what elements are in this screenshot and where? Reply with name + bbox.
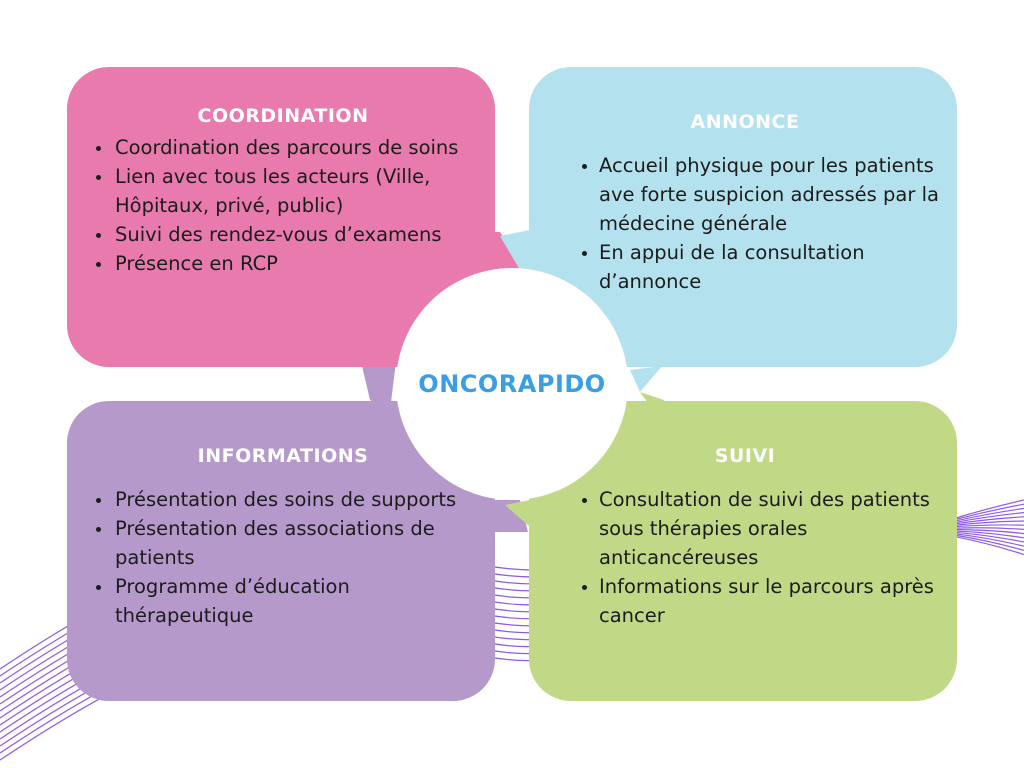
list-item: • Informations sur le parcours après cancer xyxy=(599,572,939,630)
suivi-title: SUIVI xyxy=(714,445,776,467)
list-item: • Présentation des soins de supports xyxy=(113,485,477,514)
center-circle xyxy=(396,268,628,500)
list-item: • Présentation des associations de patients xyxy=(113,514,477,572)
list-item: • Programme d’éducation thérapeutique xyxy=(113,572,477,630)
annonce-list xyxy=(551,151,939,296)
list-item: • Lien avec tous les acteurs (Ville, Hôpitaux, privé, public) xyxy=(113,162,477,220)
annonce-title: ANNONCE xyxy=(690,111,800,133)
coordination-title: COORDINATION xyxy=(197,105,369,127)
coordination-list xyxy=(89,133,477,278)
suivi-list xyxy=(551,485,939,630)
list-item: • En appui de la consultation d’annonce xyxy=(599,238,939,296)
list-item: • Consultation de suivi des patients sous thérapies orales anticancéreuses xyxy=(599,485,939,572)
informations-list xyxy=(89,485,477,630)
center-label: ONCORAPIDO xyxy=(418,370,606,398)
informations-title: INFORMATIONS xyxy=(197,445,369,467)
list-item: • Suivi des rendez-vous d’examens xyxy=(113,220,477,249)
list-item: • Accueil physique pour les patients ave forte suspicion adressés par la médecine générale xyxy=(599,151,939,238)
list-item: • Présence en RCP xyxy=(113,249,477,278)
list-item: • Coordination des parcours de soins xyxy=(113,133,477,162)
